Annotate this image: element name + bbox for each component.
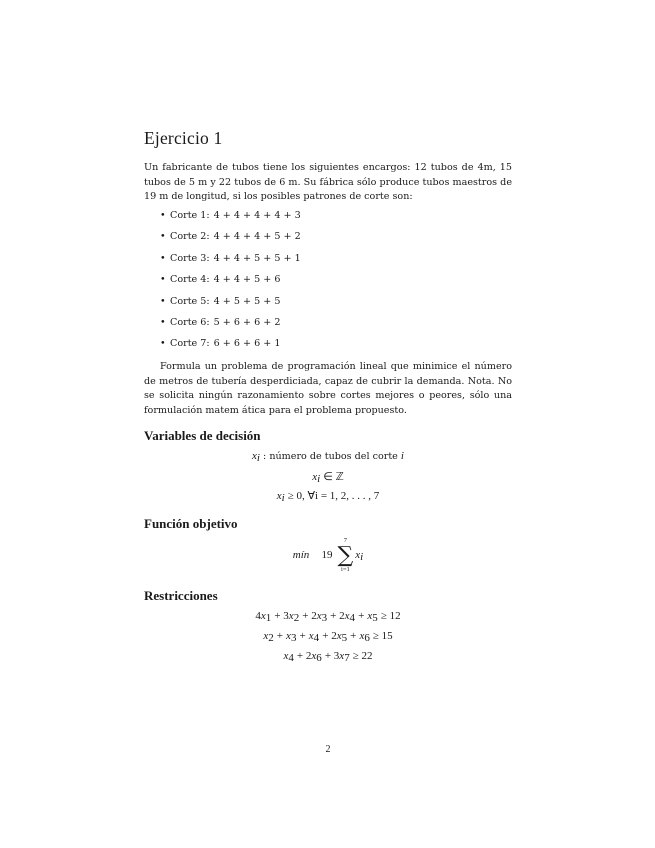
list-item: • Corte 3: 4 + 4 + 5 + 5 + 1 [160,252,301,264]
exercise-intro: Un fabricante de tubos tiene los siguientes encargos: 12 tubos de 4m, 15 tubos de 5 m y 22 tubos de 6 m. Su fábrica sólo produce tubos maestros de 19 m de longitud, si los posibles patrones de corte son: [144,162,512,202]
summation-icon: 7 ∑ i=1 [337,537,354,573]
exercise-title: Ejercicio 1 [144,128,223,148]
bullet-icon: • [160,231,166,243]
exercise-prompt: Formula un problema de programación lineal que minimice el número de metros de tubería desperdiciada, capaz de cubrir la demanda. Nota. No se solicita ningún razonamiento sobre cortes mejores o peores, sólo una formulación matem ática para el problema propuesto. [144,361,512,416]
objective-heading: Función objetivo [144,516,238,531]
constraint-2: $x_2 + x_3 + x_4 + 2x_5 + x_6 \ge 15$ [263,630,393,644]
list-item: • Corte 7: 6 + 6 + 6 + 1 [160,338,281,350]
bullet-icon: • [160,210,166,221]
objective-function: mín 19 7 ∑ i=1 $x_i$ [292,537,364,573]
constraints-heading: Restricciones [144,588,218,603]
variable-nonnegativity: $x_i \ge 0$, ∀i = 1, 2, . . . , 7 [276,490,380,504]
list-item: • Corte 6: 5 + 6 + 6 + 2 [160,316,281,328]
list-item: • Corte 1: 4 + 4 + 4 + 4 + 3 [160,210,301,221]
bullet-icon: • [160,274,166,286]
variable-definition: $x_i$ : número de tubos del corte i [252,450,404,464]
bullet-icon: • [160,316,166,328]
constraint-1: $4x_1 + 3x_2 + 2x_3 + 2x_4 + x_5 \ge 12$ [255,610,401,624]
list-item: • Corte 2: 4 + 4 + 4 + 5 + 2 [160,231,301,243]
bullet-icon: • [160,252,166,264]
list-item: • Corte 4: 4 + 4 + 5 + 6 [160,274,281,286]
constraint-3: $x_4 + 2x_6 + 3x_7 \ge 22$ [283,650,373,664]
variable-domain: $x_i$ ∈ ℤ [312,471,344,485]
list-item: • Corte 5: 4 + 5 + 5 + 5 [160,295,281,307]
cut-pattern-list [144,209,301,359]
decision-variables-heading: Variables de decisión [144,428,261,443]
bullet-icon: • [160,338,166,350]
bullet-icon: • [160,295,166,307]
page-number: 2 [325,744,331,755]
